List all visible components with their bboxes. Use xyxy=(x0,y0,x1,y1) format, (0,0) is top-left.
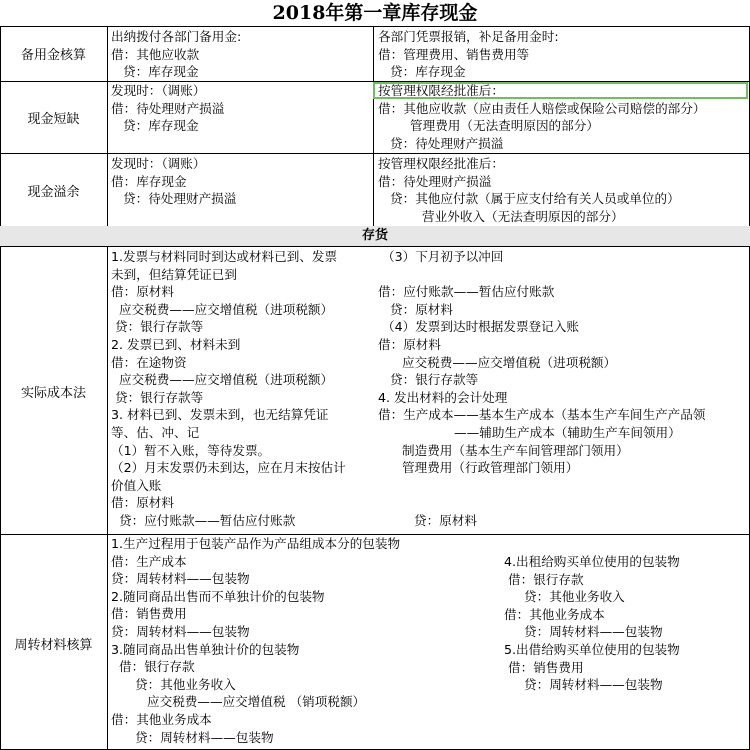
cell-beiyong-left[interactable]: 出纳拨付各部门备用金: 借：其他应收款 贷：库存现金 xyxy=(111,29,242,80)
row-label-shiji: 实际成本法 xyxy=(20,386,86,401)
cell-beiyong-right[interactable]: 各部门凭票报销，补足备用金时: 借：管理费用、销售费用等 贷：库存现金 xyxy=(378,29,559,80)
grid-line xyxy=(373,26,374,226)
row-label-zhouzhuan: 周转材料核算 xyxy=(14,638,93,653)
row-label-beiyong: 备用金核算 xyxy=(20,48,86,63)
section-header-inventory: 存货 xyxy=(0,226,750,246)
cell-yiyu-left[interactable]: 发现时：（调账） 借：库存现金 贷：待处理财产损溢 xyxy=(111,156,237,207)
grid-line xyxy=(0,153,750,154)
cell-shiji-left[interactable]: 1.发票与材料同时到达或材料已到、发票 未到，但结算凭证已到 借：原材料 应交税费——应交增值税（进项税额） 贷：银行存款等 2. 发票已到、材料未到 借：在途物资 应交税费——应交增值税（进项税额） 贷：银行存款等 3. 材料已到、发票未到，也无结算凭证 等、估、冲、记 （1）暂不入账，等待发票。 （2）月末发票仍未到达，应在月末按估计 价值入账 借：原材料 贷：应付账款——暂估应付账款 xyxy=(111,249,346,528)
cell-shiji-right[interactable]: （3）下月初予以冲回 借：应付账款——暂估应付账款 贷：原材料 （4）发票到达时根据发票登记入账 借：原材料 应交税费——应交增值税（进项税额） 贷：银行存款等 4. 发出材料的会计处理 借：生产成本——基本生产成本（基本生产车间生产产品领 ——辅助生产成本（辅助生产车间领用） 制造费用（基本生产车间管理部门领用） 管理费用（行政管理部门领用） 贷：原材料 xyxy=(378,249,706,528)
grid-line xyxy=(0,246,750,247)
cell-duanque-left[interactable]: 发现时：（调账） 借：待处理财产损溢 贷：库存现金 xyxy=(111,83,225,134)
cell-zhouzhuan-right[interactable]: 4.出租给购买单位使用的包装物 借：银行存款 贷：其他业务收入 借：其他业务成本 贷：周转材料——包装物 5.出借给购买单位使用的包装物 借：销售费用 贷：周转材料——包装物 xyxy=(504,554,680,693)
row-label-duanque: 现金短缺 xyxy=(27,112,80,127)
grid-line xyxy=(107,246,108,750)
row-label-yiyu: 现金溢余 xyxy=(27,185,80,200)
cell-zhouzhuan-left[interactable]: 1.生产过程用于包装产品作为产品组成本分的包装物 借：生产成本 贷：周转材料——包装物 2.随同商品出售而不单独计价的包装物 借：销售费用 贷：周转材料——包装物 3.随同商品出售单独计价的包装物 借：银行存款 贷：其他业务收入 应交税费——应交增值税 （销项税额） 借：其他业务成本 贷：周转材料——包装物 xyxy=(111,536,401,745)
grid-line xyxy=(107,26,108,226)
grid-line xyxy=(0,26,750,27)
page-title: 2018年第一章库存现金 xyxy=(272,2,478,24)
cell-duanque-right[interactable]: 按管理权限经批准后： 借：其他应收款（应由责任人赔偿或保险公司赔偿的部分） 管理费用（无法查明原因的部分） 贷：待处理财产损溢 xyxy=(378,83,706,151)
cell-yiyu-right[interactable]: 按管理权限经批准后： 借：待处理财产损溢 贷：其他应付款（属于应支付给有关人员或单位的） 营业外收入（无法查明原因的部分） xyxy=(378,156,680,224)
